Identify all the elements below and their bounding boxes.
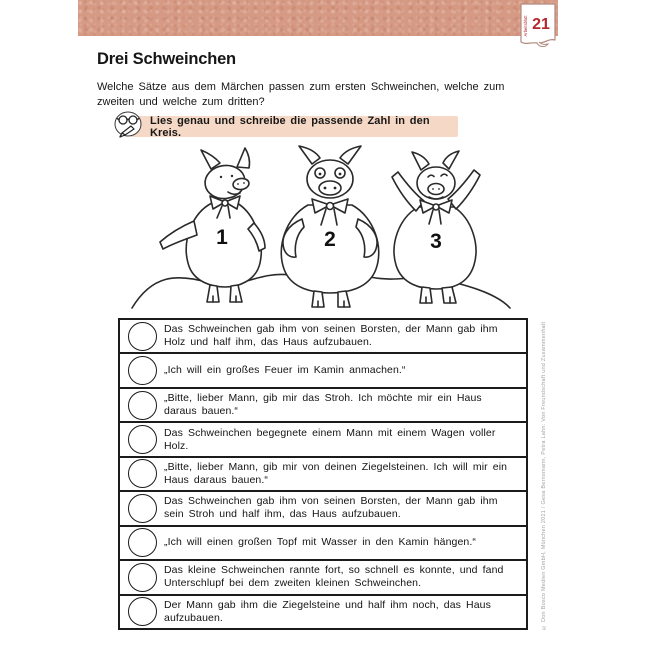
worksheet-number-badge bbox=[518, 2, 558, 48]
table-row bbox=[120, 492, 526, 526]
sentence-text: Das Schweinchen begegnete einem Mann mit einem Wagen voller Holz. bbox=[164, 426, 496, 452]
sentence-text: „Ich will einen großen Topf mit Wasser in den Kamin hängen.“ bbox=[164, 536, 476, 549]
pig-3-number: 3 bbox=[430, 230, 442, 253]
answer-circle[interactable] bbox=[128, 597, 157, 626]
sentence-text: Der Mann gab ihm die Ziegelsteine und half ihm noch, das Haus aufzubauen. bbox=[164, 598, 491, 624]
table-row bbox=[120, 458, 526, 492]
header-band bbox=[78, 0, 558, 36]
answer-table bbox=[118, 318, 528, 630]
circle-cell bbox=[120, 459, 164, 488]
badge-side-label: Arbeitsblatt bbox=[523, 15, 528, 37]
sentence-text: Das Schweinchen gab ihm von seinen Borsten, der Mann gab ihm Holz und half ihm, das Haus aufzubauen. bbox=[164, 323, 498, 349]
answer-circle[interactable] bbox=[128, 322, 157, 351]
circle-cell bbox=[120, 356, 164, 385]
circle-cell bbox=[120, 597, 164, 626]
table-row bbox=[120, 527, 526, 561]
pig-2-number: 2 bbox=[324, 228, 336, 251]
circle-cell bbox=[120, 425, 164, 454]
answer-circle[interactable] bbox=[128, 356, 157, 385]
note-page-curl-icon bbox=[518, 2, 558, 48]
answer-circle[interactable] bbox=[128, 494, 157, 523]
circle-cell bbox=[120, 563, 164, 592]
pig-3 bbox=[392, 151, 480, 303]
copyright-text: © Don Bosco Medien GmbH, München 2021 / Gesa Bernsmann, Petra Lahn: Von Freundschaft und Zusammenhalt bbox=[541, 321, 547, 630]
table-row bbox=[120, 389, 526, 423]
instruction-bar bbox=[130, 116, 458, 137]
page-title: Drei Schweinchen bbox=[97, 50, 236, 68]
table-row bbox=[120, 354, 526, 388]
circle-cell bbox=[120, 494, 164, 523]
badge-number: 21 bbox=[532, 16, 550, 33]
answer-circle[interactable] bbox=[128, 563, 157, 592]
table-row bbox=[120, 423, 526, 457]
answer-circle[interactable] bbox=[128, 391, 157, 420]
circle-cell bbox=[120, 322, 164, 351]
three-pigs-illustration bbox=[118, 145, 538, 313]
circle-cell bbox=[120, 528, 164, 557]
table-row bbox=[120, 320, 526, 354]
circle-cell bbox=[120, 391, 164, 420]
table-row bbox=[120, 561, 526, 595]
pig-2 bbox=[281, 146, 378, 307]
table-row bbox=[120, 596, 526, 628]
sentence-text: „Bitte, lieber Mann, gib mir von deinen Ziegelsteinen. Ich will mir ein Haus daraus bauen.“ bbox=[164, 460, 508, 486]
sentence-text: „Ich will ein großes Feuer im Kamin anmachen.“ bbox=[164, 364, 406, 377]
answer-circle[interactable] bbox=[128, 459, 157, 488]
pig-1 bbox=[160, 148, 265, 302]
pig-1-number: 1 bbox=[216, 226, 228, 249]
sentence-text: Das kleine Schweinchen rannte fort, so schnell es konnte, und fand Unterschlupf bei dem zweiten kleinen Schweinchen. bbox=[164, 564, 504, 590]
instruction-text: Lies genau und schreibe die passende Zahl in den Kreis. bbox=[150, 114, 430, 139]
intro-text: Welche Sätze aus dem Märchen passen zum ersten Schweinchen, welche zum zweiten und welche zum dritten? bbox=[97, 81, 505, 108]
answer-circle[interactable] bbox=[128, 425, 157, 454]
sentence-text: Das Schweinchen gab ihm von seinen Borsten, der Mann gab ihm sein Stroh und half ihm, das Haus aufzubauen. bbox=[164, 495, 498, 521]
sentence-text: „Bitte, lieber Mann, gib mir das Stroh. Ich möchte mir ein Haus daraus bauen.“ bbox=[164, 392, 482, 418]
glasses-pencil-icon bbox=[113, 110, 143, 140]
answer-circle[interactable] bbox=[128, 528, 157, 557]
